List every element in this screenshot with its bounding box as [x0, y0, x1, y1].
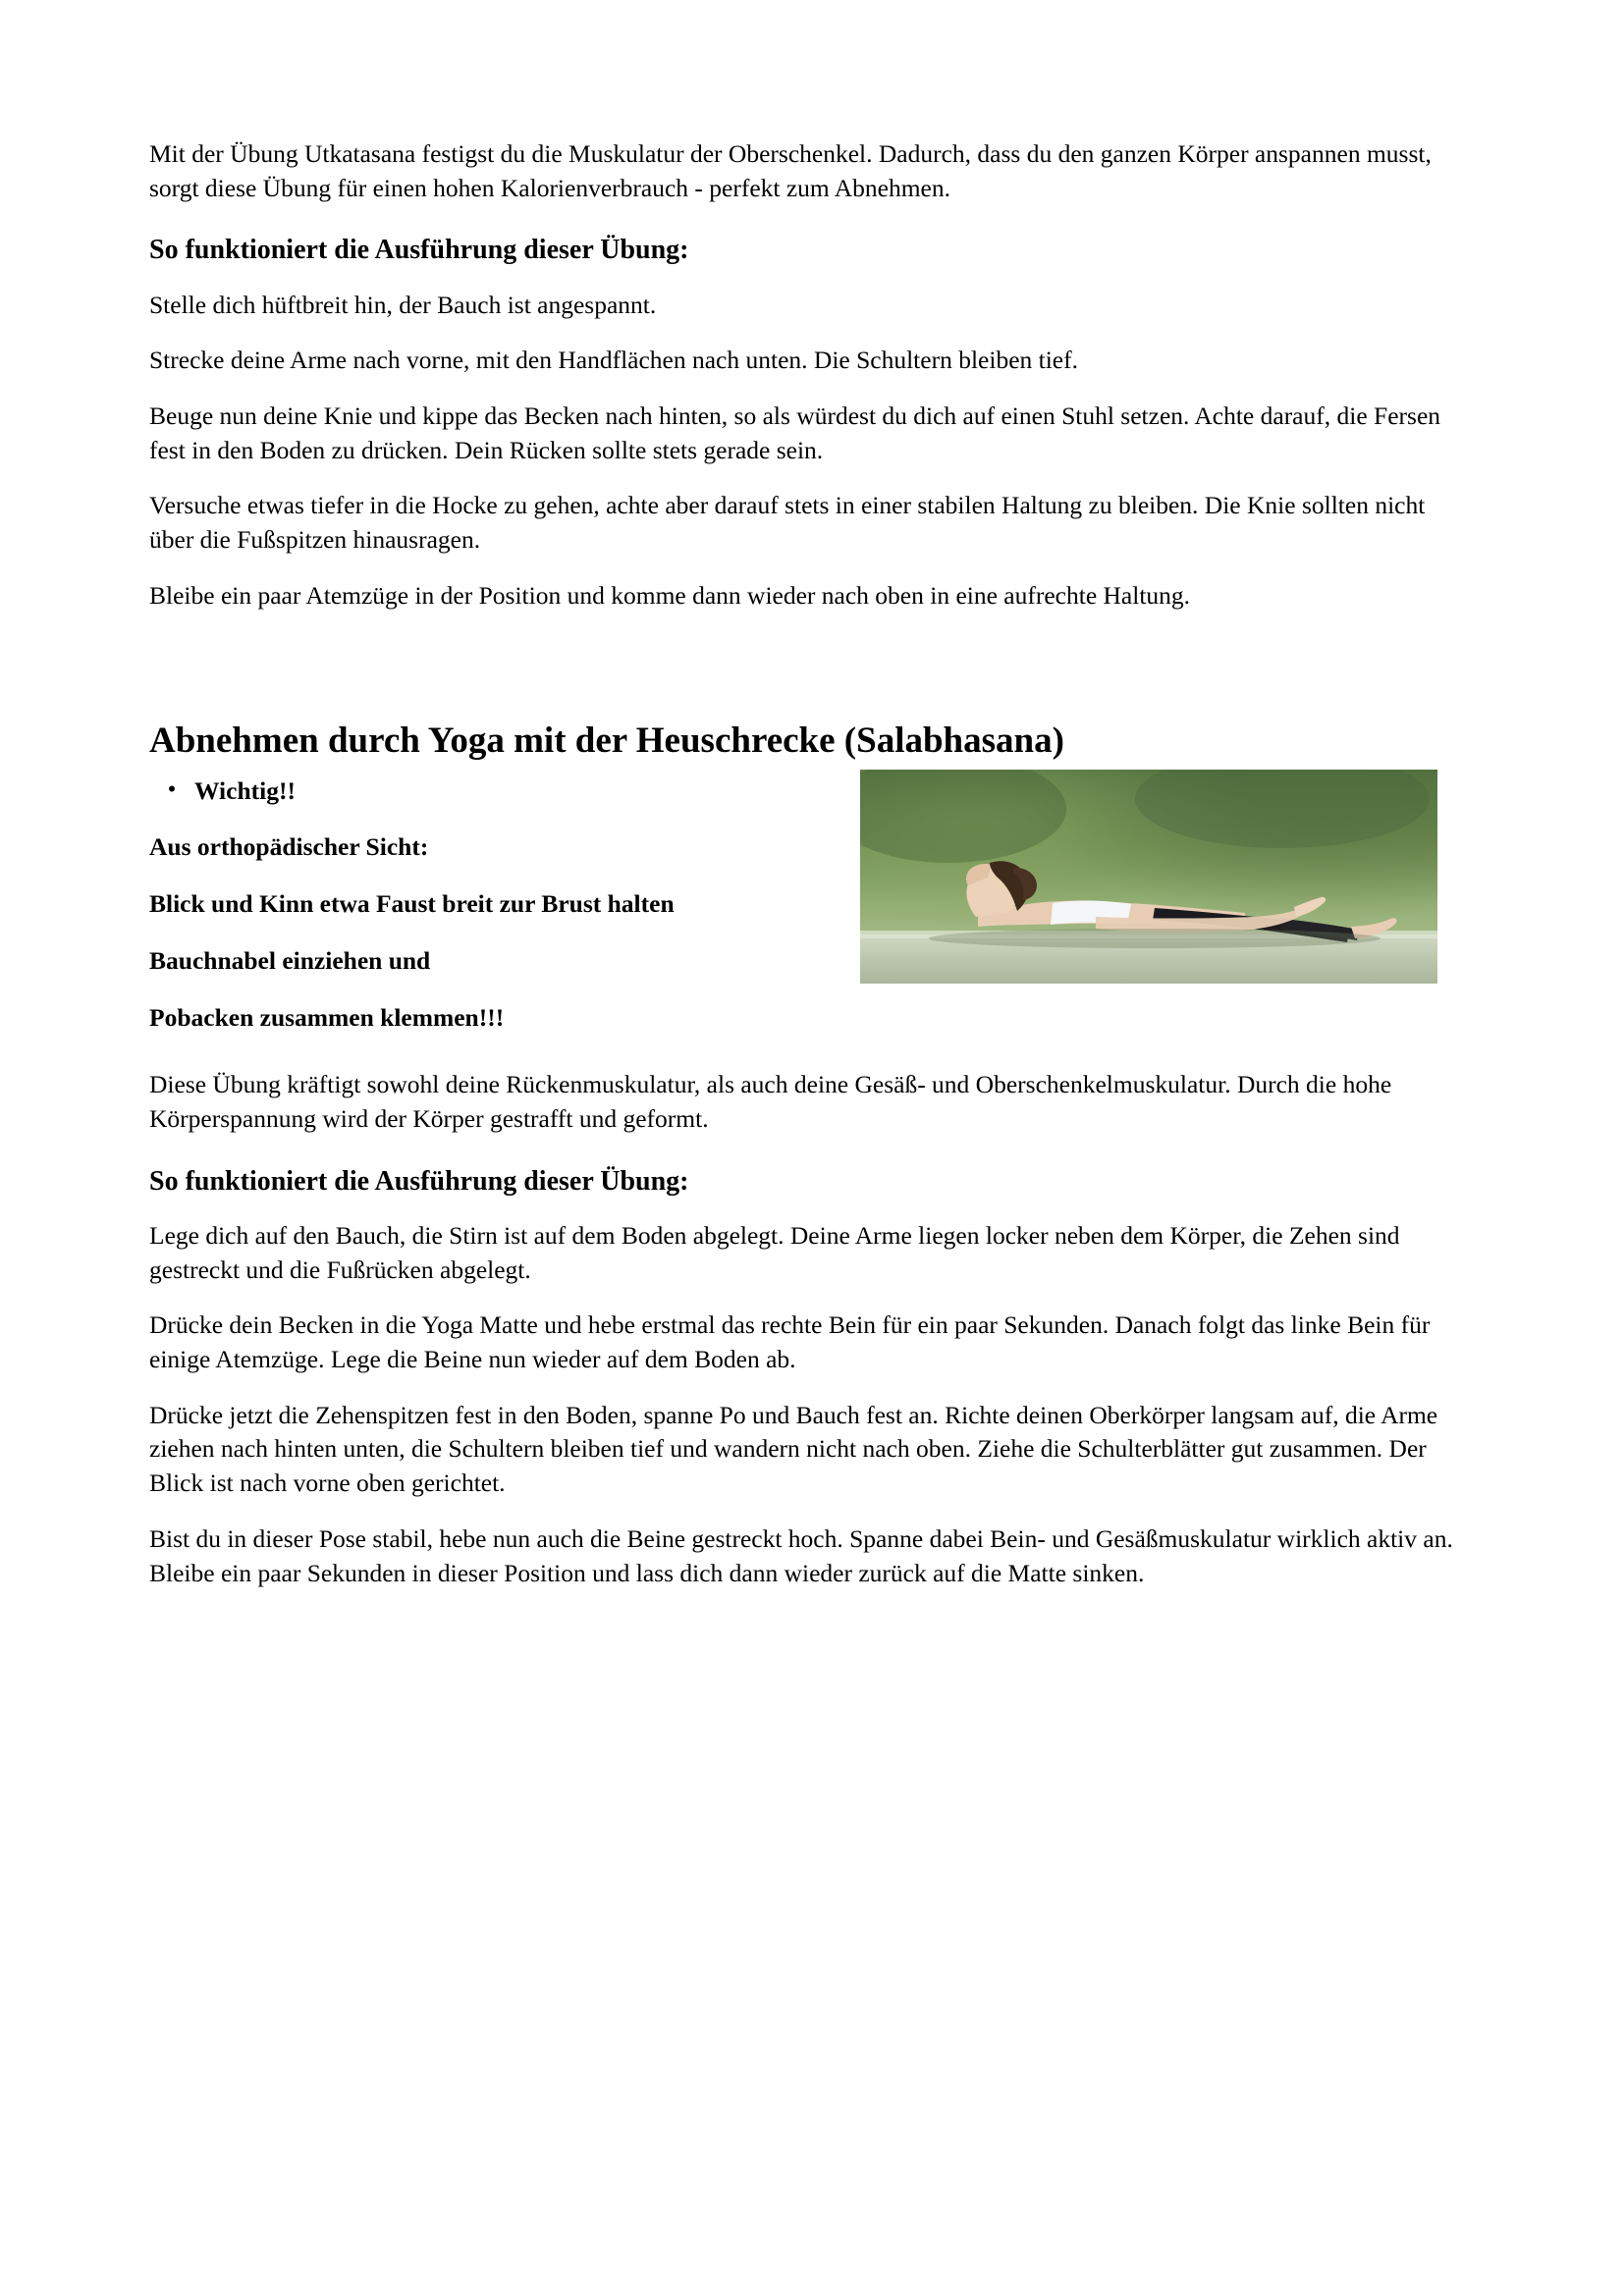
section-one-step-1: Stelle dich hüftbreit hin, der Bauch ist angespannt.: [149, 290, 657, 319]
section-spacer: [149, 634, 1465, 719]
bold-line-2: Blick und Kinn etwa Faust breit zur Brust halten: [149, 888, 675, 918]
section-one-step-5: Bleibe ein paar Atemzüge in der Position und komme dann wieder nach oben in eine aufrechte Haltung.: [149, 580, 1191, 610]
list-item-wichtig: [149, 774, 866, 807]
section-two-step-1: Lege dich auf den Bauch, die Stirn ist auf dem Boden abgelegt. Deine Arme liegen locker neben dem Körper, die Zehen sind gestreckt und die Fußrücken abgelegt.: [149, 1221, 1400, 1284]
section-two-description: Diese Übung kräftigt sowohl deine Rückenmuskulatur, als auch deine Gesäß- und Oberschenkelmuskulatur. Durch die hohe Körperspannung wird der Körper gestrafft und geformt.: [149, 1070, 1392, 1134]
section-two-title: Abnehmen durch Yoga mit der Heuschrecke (Salabhasana): [149, 721, 1064, 762]
bold-line-4: Pobacken zusammen klemmen!!!: [149, 1003, 505, 1033]
section-two-step-2: Drücke dein Becken in die Yoga Matte und hebe erstmal das rechte Bein für ein paar Sekunden. Danach folgt das linke Bein für einige Atemzüge. Lege die Beine nun wieder auf dem Boden ab.: [149, 1310, 1431, 1374]
section-one-step-3: Beuge nun deine Knie und kippe das Becken nach hinten, so als würdest du dich auf einen Stuhl setzen. Achte darauf, die Fersen fest in den Boden zu drücken. Dein Rücken sollte stets gerade sein.: [149, 401, 1441, 464]
section-two-heading: So funktioniert die Ausführung dieser Übung:: [149, 1165, 689, 1197]
list-item-label: Wichtig!!: [194, 775, 296, 805]
intro-paragraph: Mit der Übung Utkatasana festigst du die Muskulatur der Oberschenkel. Dadurch, dass du den ganzen Körper anspannen musst, sorgt diese Übung für einen hohen Kalorienverbrauch - perfekt zum Abnehmen.: [149, 139, 1432, 202]
section-two-step-4: Bist du in dieser Pose stabil, hebe nun auch die Beine gestreckt hoch. Spanne dabei Bein- und Gesäßmuskulatur wirklich aktiv an. Bleibe ein paar Sekunden in dieser Position und lass dich dann wieder zurück auf die Matte sinken.: [149, 1523, 1453, 1587]
section-two: [149, 719, 1465, 1590]
section-one-step-2: Strecke deine Arme nach vorne, mit den Handflächen nach unten. Die Schultern bleiben tief.: [149, 346, 1078, 375]
section-two-step-3: Drücke jetzt die Zehenspitzen fest in den Boden, spanne Po und Bauch fest an. Richte deinen Oberkörper langsam auf, die Arme ziehen nach hinten unten, die Schultern bleiben tief und wandern nicht nach oben. Ziehe die Schulterblätter gut zusammen. Der Blick ist nach vorne oben gerichtet.: [149, 1400, 1438, 1498]
bold-line-3: Bauchnabel einziehen und: [149, 946, 431, 976]
section-two-continued: [149, 1058, 1465, 1590]
section-two-left-column: [149, 774, 866, 1035]
document-body: [149, 137, 1465, 1612]
section-one-step-4: Versuche etwas tiefer in die Hocke zu gehen, achte aber darauf stets in einer stabilen Haltung zu bleiben. Die Knie sollten nicht über die Fußspitzen hinausragen.: [149, 491, 1426, 555]
bold-line-1: Aus orthopädischer Sicht:: [149, 831, 429, 861]
yoga-locust-pose-image: [860, 770, 1437, 984]
bullet-icon: •: [167, 775, 177, 803]
section-one-heading: So funktioniert die Ausführung dieser Übung:: [149, 235, 689, 266]
